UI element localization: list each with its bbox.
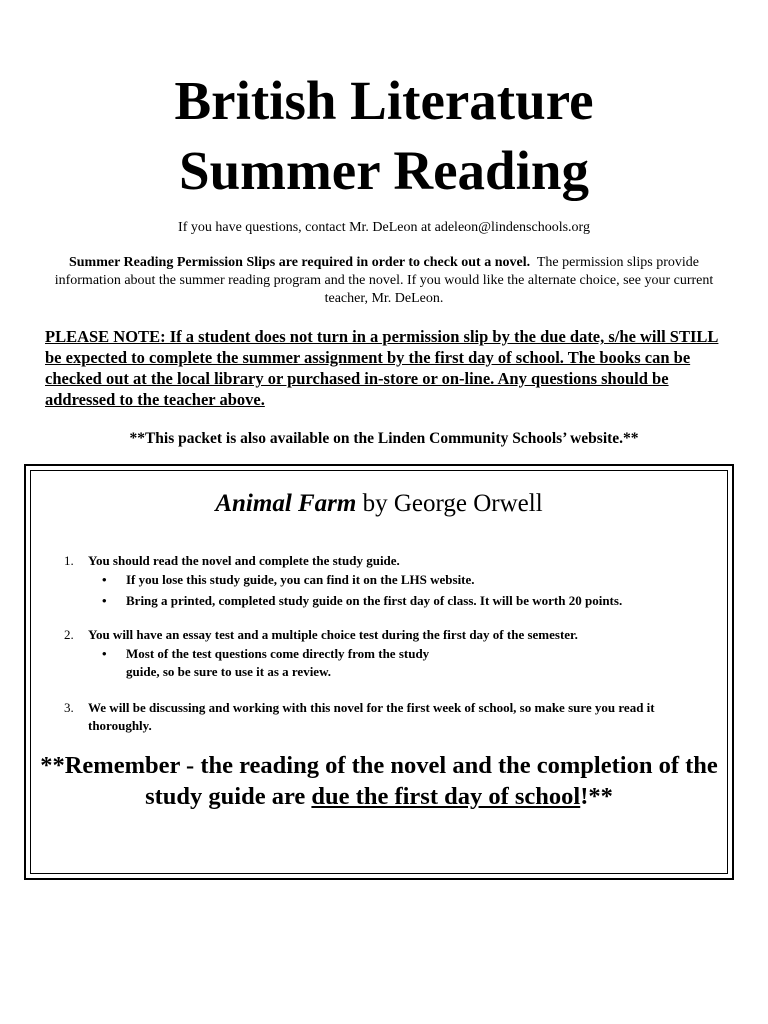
- item-text: You will have an essay test and a multiple choice test during the first day of the semester.: [88, 627, 578, 642]
- title-line-1: British Literature: [174, 70, 594, 131]
- book-title: Animal Farm: [215, 490, 357, 517]
- item-text: You should read the novel and complete the study guide.: [88, 553, 400, 568]
- item-text: We will be discussing and working with this novel for the first week of school, so make sure you read it thoroughly.: [88, 700, 655, 733]
- bullet-icon: •: [102, 646, 107, 661]
- item-number: 2.: [64, 627, 74, 642]
- book-heading: [26, 488, 732, 520]
- remember-prefix: **Remember - the reading of the novel and the completion of the study guide are: [40, 752, 718, 810]
- item-number: 1.: [64, 553, 74, 568]
- title-line-2: Summer Reading: [179, 140, 589, 201]
- permission-rest: The permission slips provide information about the summer reading program and the novel. If you would like the alternate choice, see your current teacher, Mr. DeLeon.: [54, 255, 714, 306]
- packet-note: **This packet is also available on the Linden Community Schools’ website.**: [129, 430, 639, 447]
- bullet-text: Bring a printed, completed study guide on the first day of class. It will be worth 20 points.: [126, 593, 623, 608]
- please-note: PLEASE NOTE: If a student does not turn in a permission slip by the due date, s/he will STILL be expected to complete the summer assignment by the first day of school. The books can be checked out at the local library or purchased in-store or on-line. Any questions should be addressed to the teacher above.: [45, 327, 719, 409]
- page-title: [0, 66, 768, 206]
- bullet-icon: •: [102, 572, 107, 587]
- remember-note: [36, 750, 722, 812]
- remember-due: due the first day of school: [311, 783, 581, 810]
- permission-paragraph: [50, 254, 718, 308]
- book-author: by George Orwell: [362, 490, 543, 517]
- remember-suffix: !**: [580, 783, 613, 810]
- bullet-icon: •: [102, 593, 107, 608]
- assignment-box: [24, 464, 734, 880]
- item-number: 3.: [64, 700, 74, 715]
- bullet-text: Most of the test questions come directly from the study guide, so be sure to use it as a review.: [126, 646, 430, 679]
- bullet-text: If you lose this study guide, you can find it on the LHS website.: [126, 572, 475, 587]
- permission-bold: Summer Reading Permission Slips are required in order to check out a novel.: [68, 255, 531, 270]
- contact-line: If you have questions, contact Mr. DeLeon at adeleon@lindenschools.org: [178, 220, 590, 235]
